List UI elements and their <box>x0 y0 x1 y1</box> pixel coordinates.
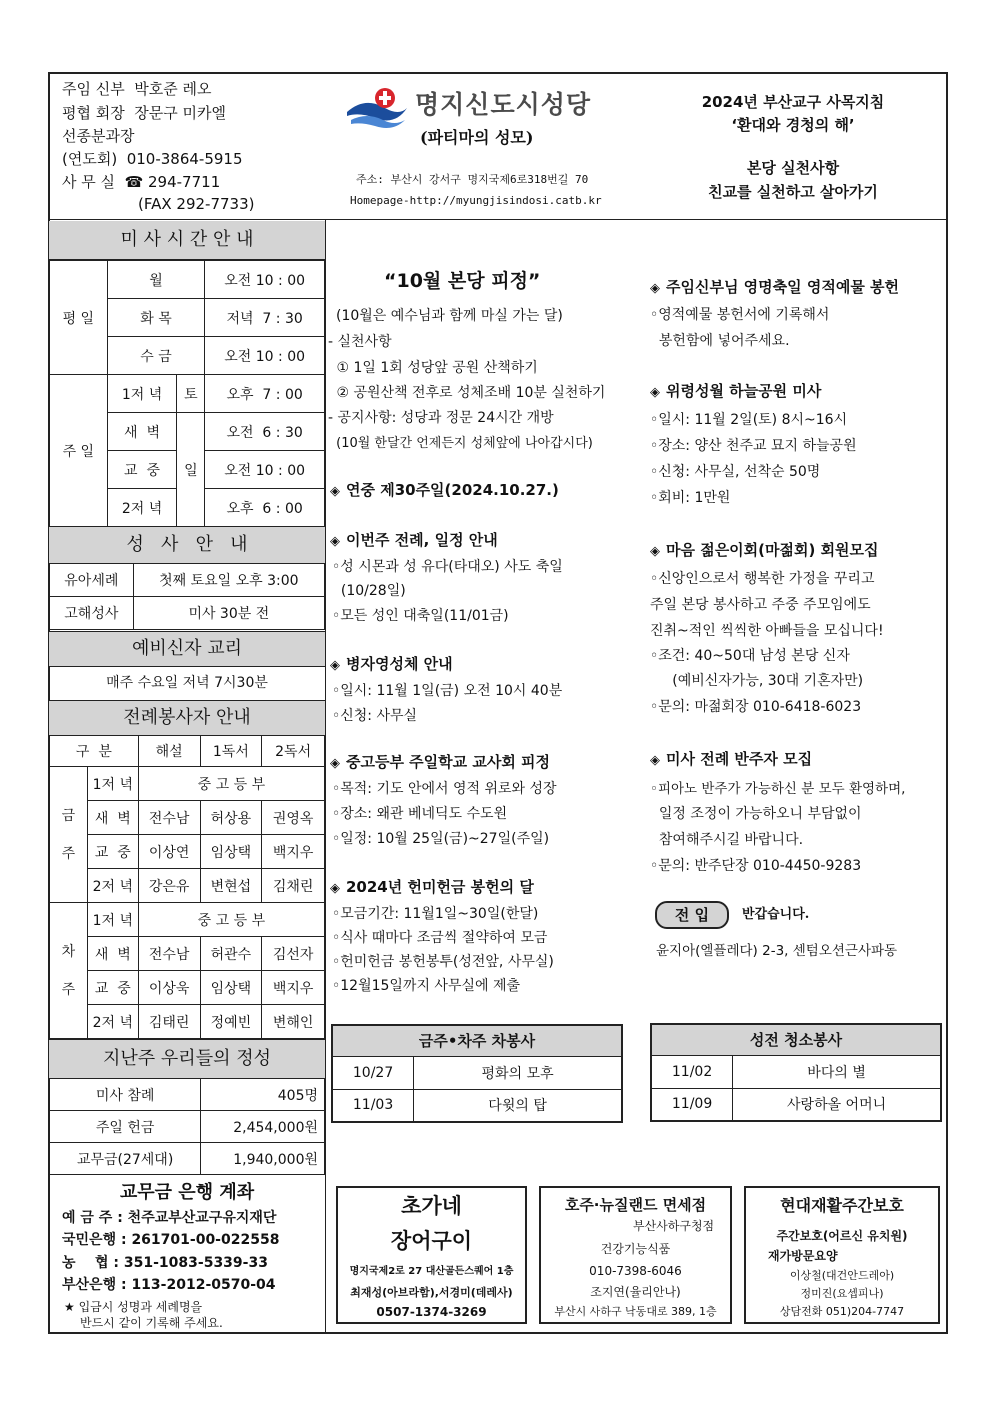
sacrament-label: 고해성사 <box>50 597 134 630</box>
offering-title: 지난주 우리들의 정성 <box>49 1039 325 1079</box>
server-name: 허상용 <box>200 801 262 835</box>
rice-line: ◦식사 때마다 조금씩 절약하여 모금 <box>332 930 548 946</box>
diamond-icon: ◈ <box>650 544 660 559</box>
liturgy-line: ◦성 시몬과 성 유다(타대오) 사도 축일 <box>332 559 563 575</box>
cemetery-line: ◦일시: 11월 2일(토) 8시~16시 <box>650 412 848 428</box>
ad-rehab-line: 정미진(요셉피나) <box>800 1287 884 1300</box>
cleaning-title: 성전 청소봉사 <box>651 1024 941 1055</box>
offering-value: 405명 <box>201 1079 325 1111</box>
diamond-icon: ◈ <box>650 281 660 296</box>
servers-names: 중 고 등 부 <box>138 903 324 937</box>
accomp-line: ◦피아노 반주가 가능하신 분 모두 환영하며, <box>650 781 906 797</box>
fax: (FAX 292-7733) <box>138 195 255 213</box>
server-name: 임상택 <box>200 835 262 869</box>
diamond-icon: ◈ <box>330 484 340 499</box>
sacrament-table <box>49 563 325 630</box>
column-divider <box>325 219 326 1334</box>
server-name: 김선자 <box>262 937 325 971</box>
server-name: 백지우 <box>262 971 325 1005</box>
sick-line: ◦일시: 11월 1일(금) 오전 10시 40분 <box>332 683 563 699</box>
diamond-icon: ◈ <box>650 753 660 768</box>
young-line: 주일 본당 봉사하고 주중 주모임에도 <box>650 597 871 613</box>
offering-label: 교무금(27세대) <box>50 1143 201 1175</box>
feast-line: ◦영적예물 봉헌서에 기록해서 <box>650 307 830 323</box>
retreat-line: ◦목적: 기도 안에서 영적 위로와 성장 <box>332 781 557 797</box>
diamond-icon: ◈ <box>650 385 660 400</box>
servers-mass: 1저 녁 <box>87 903 138 937</box>
mass-day: 교 중 <box>107 451 177 489</box>
server-name: 김채린 <box>262 869 325 903</box>
servers-table <box>49 735 325 1039</box>
feast-title: ◈ 주임신부님 영명축일 영적예물 봉헌 <box>650 278 900 296</box>
server-name: 허관수 <box>200 937 262 971</box>
cleaning-name: 바다의 별 <box>733 1055 941 1088</box>
retreat-title: ◈ 중고등부 주일학교 교사회 피정 <box>330 753 551 771</box>
sacrament-value: 첫째 토요일 오후 3:00 <box>133 564 324 597</box>
ad-dutyfree-line: 조지연(율리안나) <box>590 1285 681 1299</box>
young-line: ◦신앙인으로서 행복한 가정을 꾸리고 <box>650 571 875 587</box>
mass-time: 오전 10 : 00 <box>205 261 325 299</box>
sunday-title: ◈ 연중 제30주일(2024.10.27.) <box>330 481 559 499</box>
guideline-1: 2024년 부산교구 사목지침 <box>701 93 885 111</box>
servers-header: 해설 <box>138 736 200 767</box>
ad-dutyfree-line: 건강기능식품 <box>600 1242 671 1256</box>
ad-choga-line: 명지국제2로 27 대산골든스퀘어 1층 <box>349 1266 514 1277</box>
mass-table <box>49 260 325 527</box>
mass-time: 저녁 7 : 30 <box>205 299 325 337</box>
servers-mass: 새 벽 <box>87 937 138 971</box>
accomp-line: 일정 조정이 가능하오니 부담없이 <box>650 806 862 822</box>
sacrament-title: 성 사 안 내 <box>49 526 325 564</box>
sacrament-value: 미사 30분 전 <box>133 597 324 630</box>
server-name: 권영옥 <box>262 801 325 835</box>
ad-choga <box>336 1186 527 1324</box>
liturgy-title: ◈ 이번주 전례, 일정 안내 <box>330 531 498 549</box>
rice-line: ◦모금기간: 11월1일~30일(한달) <box>332 906 539 922</box>
servers-mass: 교 중 <box>87 971 138 1005</box>
mass-day: 수 금 <box>107 337 205 375</box>
patron: (파티마의 성모) <box>420 128 534 147</box>
pijeong-line: ② 공원산책 전후로 성체조배 10분 실천하기 <box>332 385 606 401</box>
ad-choga-line: 초가네 <box>401 1194 462 1218</box>
mass-time: 오전 10 : 00 <box>205 337 325 375</box>
ad-choga-line: 0507-1374-3269 <box>376 1305 487 1319</box>
sick-title: ◈ 병자영성체 안내 <box>330 655 453 673</box>
servers-title: 전례봉사자 안내 <box>49 700 325 736</box>
mass-time: 오후 6 : 00 <box>205 489 325 527</box>
offering-label: 주일 헌금 <box>50 1111 201 1143</box>
liturgy-line: ◦모든 성인 대축일(11/01금) <box>332 608 509 624</box>
accomp-title: ◈ 미사 전례 반주자 모집 <box>650 750 813 768</box>
tea-service-title: 금주•차주 차봉사 <box>332 1025 622 1056</box>
tea-date: 11/03 <box>332 1089 414 1122</box>
mass-subday: 일 <box>177 413 205 527</box>
bank-title: 교무금 은행 계좌 <box>119 1182 255 1203</box>
office-line: 사 무 실 ☎ 294-7711 <box>62 173 221 191</box>
mass-day: 2저 녁 <box>107 489 177 527</box>
tea-name: 평화의 모후 <box>414 1056 622 1089</box>
tea-service-table <box>331 1024 623 1123</box>
address: 주소: 부산시 강서구 명지국제6로318번길 70 <box>356 173 589 186</box>
ad-dutyfree <box>539 1186 732 1324</box>
servers-mass: 2저 녁 <box>87 1005 138 1039</box>
pijeong-line: - 실천사항 <box>328 334 392 350</box>
cleaning-name: 사랑하올 어머니 <box>733 1088 941 1121</box>
homepage-link[interactable]: Homepage-http://myungjisindosi.catb.kr <box>350 194 602 207</box>
servers-mass: 새 벽 <box>87 801 138 835</box>
offering-value: 2,454,000원 <box>201 1111 325 1143</box>
practice-1: 본당 실천사항 <box>746 159 840 177</box>
catechumen-title: 예비신자 교리 <box>49 631 325 667</box>
bank-note-1: ★ 입금시 성명과 세례명을 <box>64 1300 203 1314</box>
bank-line: 국민은행 : 261701-00-022558 <box>62 1232 280 1248</box>
ad-dutyfree-line: 부산시 사하구 낙동대로 389, 1층 <box>554 1305 717 1318</box>
server-name: 정예빈 <box>200 1005 262 1039</box>
pijeong-line: (10월은 예수님과 함께 마실 가는 달) <box>336 308 563 324</box>
welcome-person: 윤지아(엘플레다) 2-3, 센텀오션근사파동 <box>656 943 898 959</box>
ad-rehab-line: 이상철(대건안드레아) <box>789 1269 895 1282</box>
cleaning-date: 11/02 <box>651 1055 733 1088</box>
retreat-line: ◦일정: 10월 25일(금)~27일(주일) <box>332 831 550 847</box>
cemetery-title: ◈ 위령성월 하늘공원 미사 <box>650 382 822 400</box>
rice-title: ◈ 2024년 헌미헌금 봉헌의 달 <box>330 878 534 896</box>
young-line: 진취~적인 씩씩한 아빠들을 모십니다! <box>650 623 884 639</box>
cemetery-line: ◦회비: 1만원 <box>650 490 731 506</box>
server-name: 전수남 <box>138 801 200 835</box>
ad-choga-line: 최재성(아브라함),서경미(데레사) <box>350 1286 513 1299</box>
bank-line: 예 금 주 : 천주교부산교구유지재단 <box>62 1210 277 1226</box>
offering-label: 미사 참례 <box>50 1079 201 1111</box>
mass-day: 화 목 <box>107 299 205 337</box>
ad-choga-line: 장어구이 <box>390 1229 473 1253</box>
ad-rehab-line: 상담전화 051)204-7747 <box>779 1305 905 1318</box>
servers-header: 2독서 <box>262 736 325 767</box>
server-name: 이상연 <box>138 835 200 869</box>
server-name: 이상욱 <box>138 971 200 1005</box>
servers-group-label: 금 주 <box>50 767 88 903</box>
rice-line: ◦헌미헌금 봉헌봉투(성전앞, 사무실) <box>332 954 554 970</box>
ad-dutyfree-line: 부산사하구청점 <box>633 1219 715 1233</box>
pijeong-title: “10월 본당 피정” <box>384 270 541 292</box>
server-name: 변현섭 <box>200 869 262 903</box>
mass-day: 새 벽 <box>107 413 177 451</box>
council-line: 평협 회장 장문구 미카엘 <box>62 104 226 122</box>
welcome-badge: 전 입 <box>655 901 729 929</box>
tea-name: 다윗의 탑 <box>414 1089 622 1122</box>
ad-rehab-line: 주간보호(어르신 유치원) <box>776 1229 908 1243</box>
servers-header: 구 분 <box>50 736 139 767</box>
mission-label: 선종분과장 <box>62 127 135 145</box>
cleaning-table <box>650 1023 942 1122</box>
bank-note-2: 반드시 같이 기록해 주세요. <box>80 1316 223 1330</box>
offering-table <box>49 1078 325 1175</box>
cemetery-line: ◦신청: 사무실, 선착순 50명 <box>650 464 821 480</box>
mass-day: 1저 녁 <box>107 375 177 413</box>
guideline-2: ‘환대와 경청의 해’ <box>731 116 855 134</box>
sick-line: ◦신청: 사무실 <box>332 708 418 724</box>
ad-rehab <box>744 1186 940 1324</box>
young-title: ◈ 마음 젊은이회(마젊회) 회원모집 <box>650 541 879 559</box>
server-name: 임상택 <box>200 971 262 1005</box>
servers-mass: 2저 녁 <box>87 869 138 903</box>
mass-subday: 토 <box>177 375 205 413</box>
servers-mass: 1저 녁 <box>87 767 138 801</box>
young-line: ◦조건: 40~50대 남성 본당 신자 <box>650 648 850 664</box>
welcome-text: 반갑습니다. <box>742 907 810 922</box>
mass-time: 오후 7 : 00 <box>205 375 325 413</box>
retreat-line: ◦장소: 왜관 베네딕도 수도원 <box>332 806 508 822</box>
server-name: 강은유 <box>138 869 200 903</box>
mass-time: 오전 10 : 00 <box>205 451 325 489</box>
mass-title: 미 사 시 간 안 내 <box>49 221 325 260</box>
weekday-label: 평 일 <box>50 261 108 375</box>
pijeong-line: (10월 한달간 언제든지 성체앞에 나아갑시다) <box>332 436 593 451</box>
church-name: 명지신도시성당 <box>415 90 592 119</box>
pijeong-line: - 공지사항: 성당과 정문 24시간 개방 <box>328 410 554 426</box>
liturgy-line: (10/28일) <box>332 583 406 599</box>
ad-rehab-line: 재가방문요양 <box>768 1249 838 1263</box>
ad-rehab-line: 현대재활주간보호 <box>780 1196 904 1215</box>
offering-value: 1,940,000원 <box>201 1143 325 1175</box>
bank-line: 농 협 : 351-1083-5339-33 <box>62 1255 268 1271</box>
server-name: 전수남 <box>138 937 200 971</box>
catechumen-value: 매주 수요일 저녁 7시30분 <box>106 675 268 691</box>
servers-group-label: 차 주 <box>50 903 88 1039</box>
server-name: 변해인 <box>262 1005 325 1039</box>
feast-line: 봉헌함에 넣어주세요. <box>650 333 790 349</box>
accomp-line: ◦문의: 반주단장 010-4450-9283 <box>650 858 862 874</box>
sacrament-label: 유아세례 <box>50 564 134 597</box>
church-logo-icon <box>345 86 409 132</box>
accomp-line: 참여해주시길 바랍니다. <box>650 832 804 848</box>
header-divider <box>48 219 948 220</box>
diamond-icon: ◈ <box>330 881 340 896</box>
young-line: ◦문의: 마젊회장 010-6418-6023 <box>650 699 862 715</box>
practice-2: 친교를 실천하고 살아가기 <box>708 183 878 201</box>
diamond-icon: ◈ <box>330 534 340 549</box>
cemetery-line: ◦장소: 양산 천주교 묘지 하늘공원 <box>650 438 857 454</box>
diamond-icon: ◈ <box>330 658 340 673</box>
servers-mass: 교 중 <box>87 835 138 869</box>
rice-line: ◦12월15일까지 사무실에 제출 <box>332 978 521 994</box>
servers-header: 1독서 <box>200 736 262 767</box>
mission-phone: (연도회) 010-3864-5915 <box>62 150 243 168</box>
server-name: 김태린 <box>138 1005 200 1039</box>
mass-time: 오전 6 : 30 <box>205 413 325 451</box>
sunday-label: 주 일 <box>50 375 108 527</box>
server-name: 백지우 <box>262 835 325 869</box>
bank-line: 부산은행 : 113-2012-0570-04 <box>62 1277 276 1293</box>
mass-day: 월 <box>107 261 205 299</box>
servers-names: 중 고 등 부 <box>138 767 324 801</box>
pastor-line: 주임 신부 박호준 레오 <box>62 80 212 98</box>
young-line: (예비신자가능, 30대 기혼자만) <box>650 673 864 689</box>
diamond-icon: ◈ <box>330 756 340 771</box>
ad-dutyfree-line: 010-7398-6046 <box>589 1264 682 1278</box>
ad-dutyfree-line: 호주·뉴질랜드 면세점 <box>564 1196 707 1214</box>
cleaning-date: 11/09 <box>651 1088 733 1121</box>
pijeong-line: ① 1일 1회 성당앞 공원 산책하기 <box>332 360 538 376</box>
tea-date: 10/27 <box>332 1056 414 1089</box>
